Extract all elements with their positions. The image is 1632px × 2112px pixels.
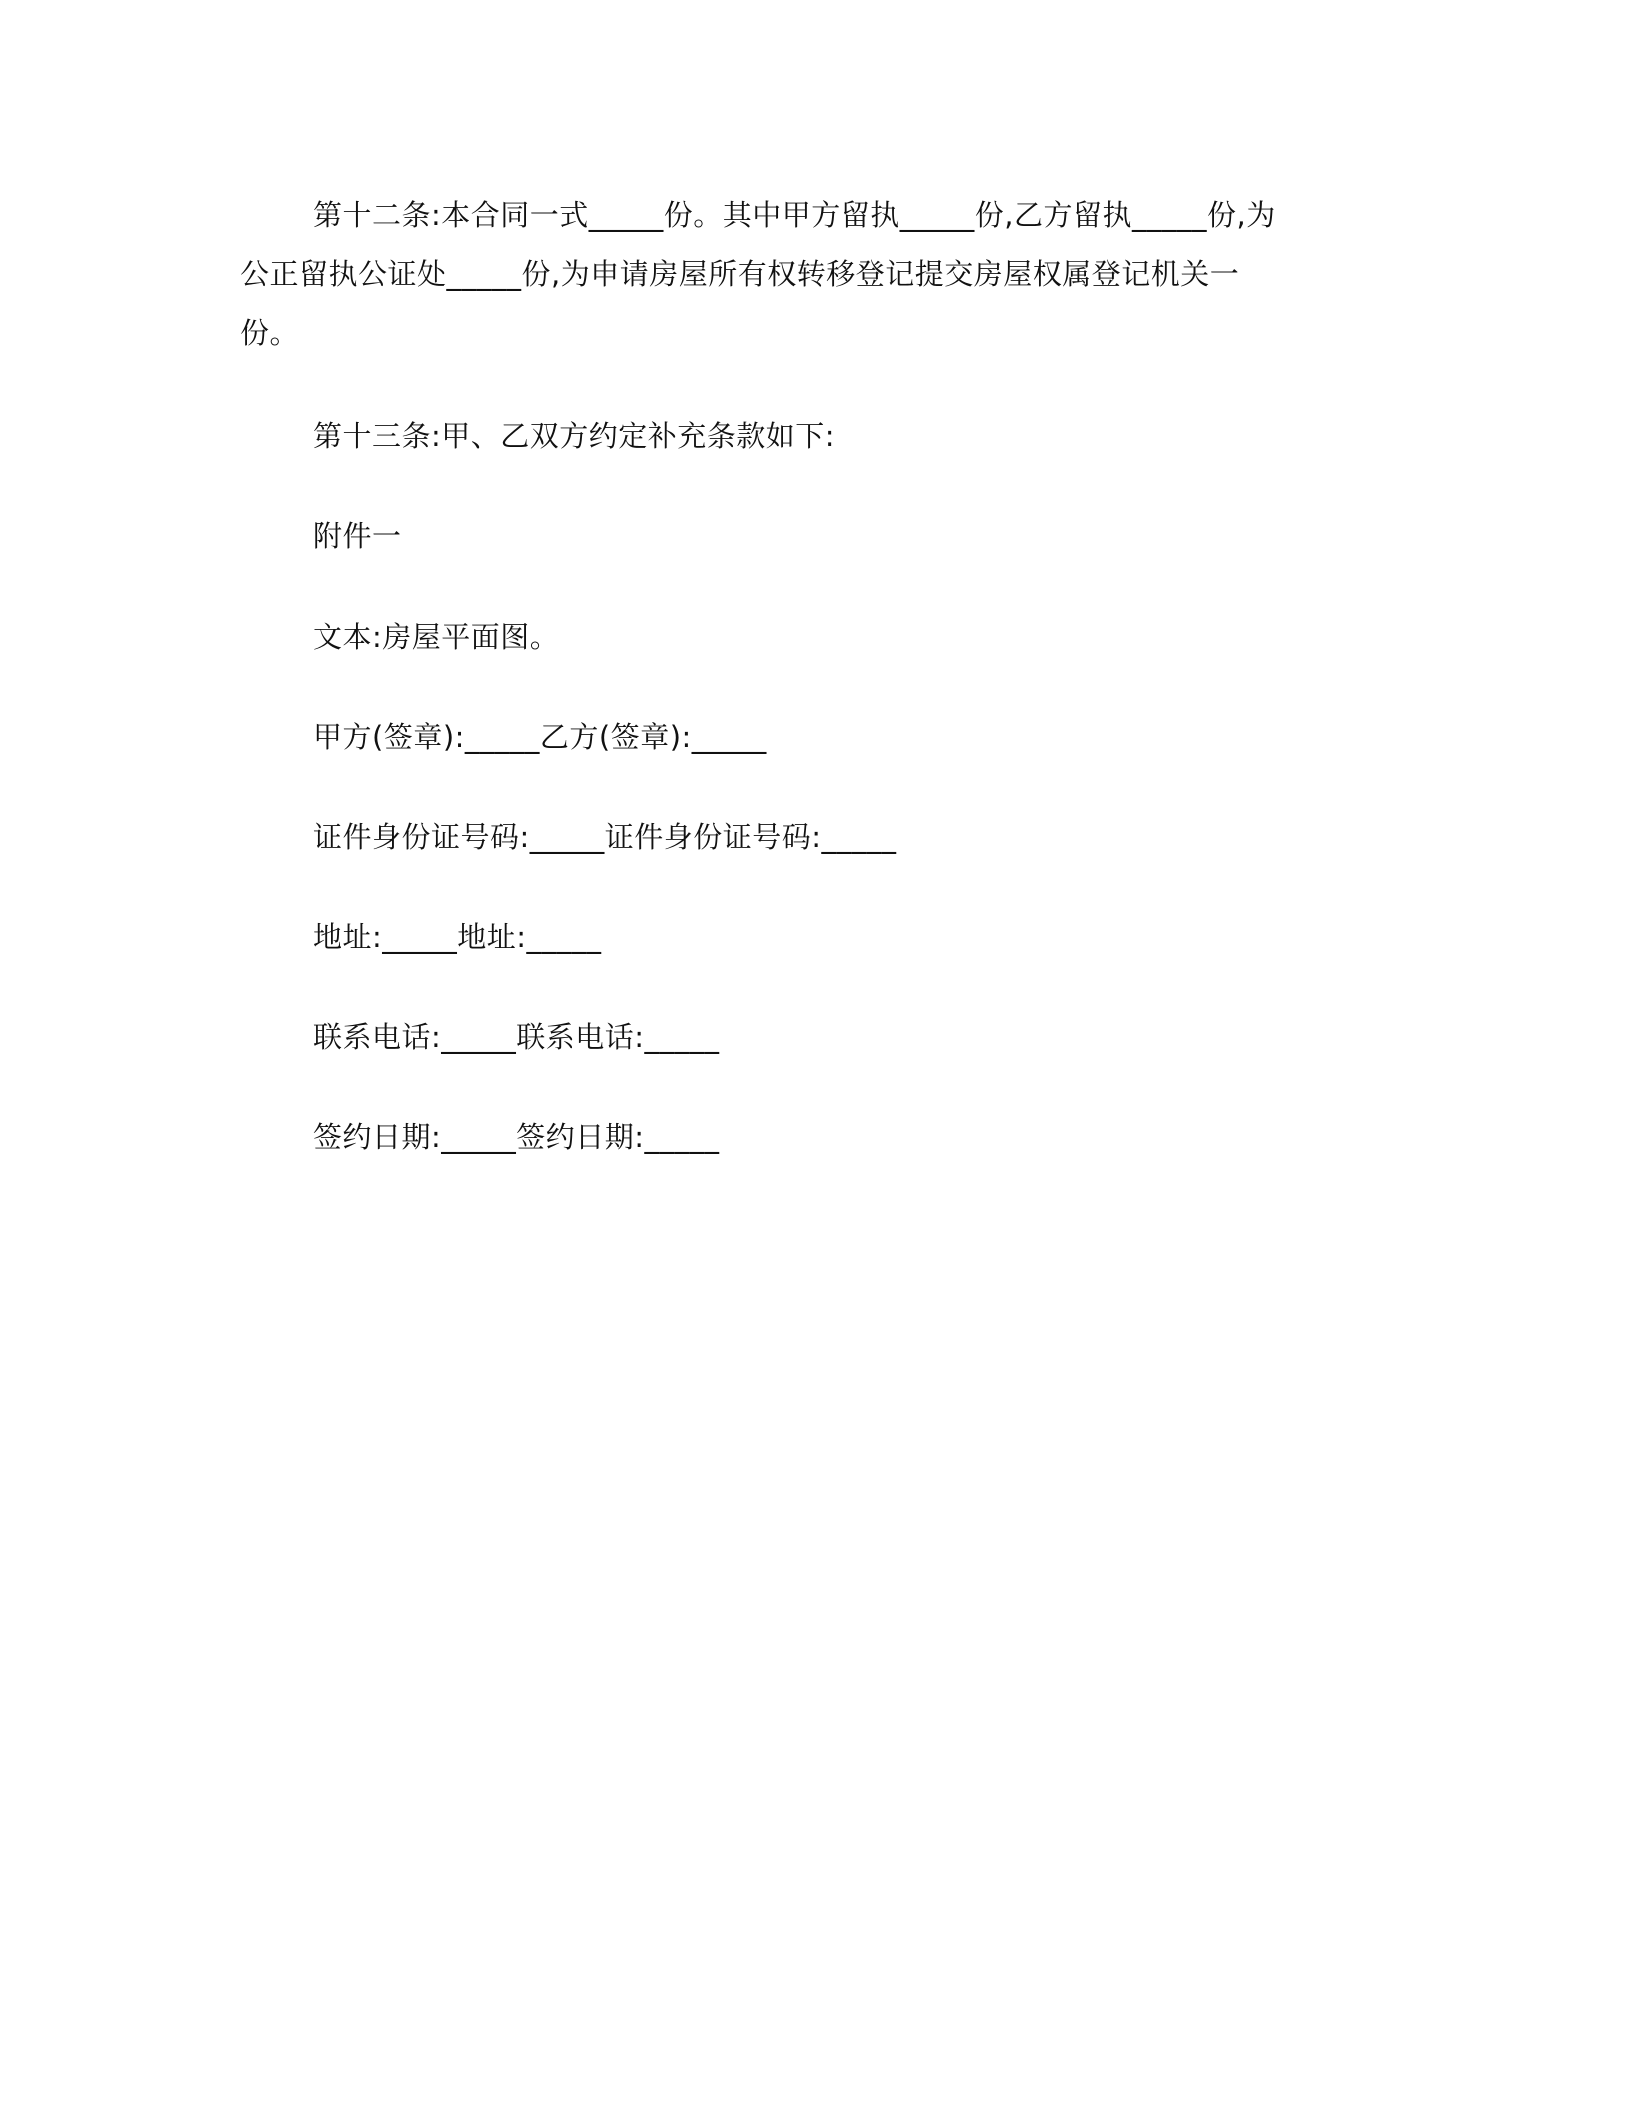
signature-phone-line: 联系电话:_____联系电话:_____ xyxy=(313,1020,720,1054)
signature-date-line: 签约日期:_____签约日期:_____ xyxy=(313,1120,720,1154)
article-13: 第十三条:甲、乙双方约定补充条款如下: xyxy=(313,419,836,453)
signature-id-line: 证件身份证号码:_____证件身份证号码:_____ xyxy=(313,820,897,854)
signature-address-line: 地址:_____地址:_____ xyxy=(313,920,602,954)
attachment-title: 附件一 xyxy=(313,519,402,553)
attachment-text: 文本:房屋平面图。 xyxy=(313,620,560,654)
article-12-line-2: 公正留执公证处_____份,为申请房屋所有权转移登记提交房屋权属登记机关一 xyxy=(240,257,1240,291)
article-12-line-1: 第十二条:本合同一式_____份。其中甲方留执_____份,乙方留执_____份,为 xyxy=(313,198,1276,232)
signature-seal-line: 甲方(签章):_____乙方(签章):_____ xyxy=(313,720,767,754)
article-12-line-3: 份。 xyxy=(240,316,300,350)
